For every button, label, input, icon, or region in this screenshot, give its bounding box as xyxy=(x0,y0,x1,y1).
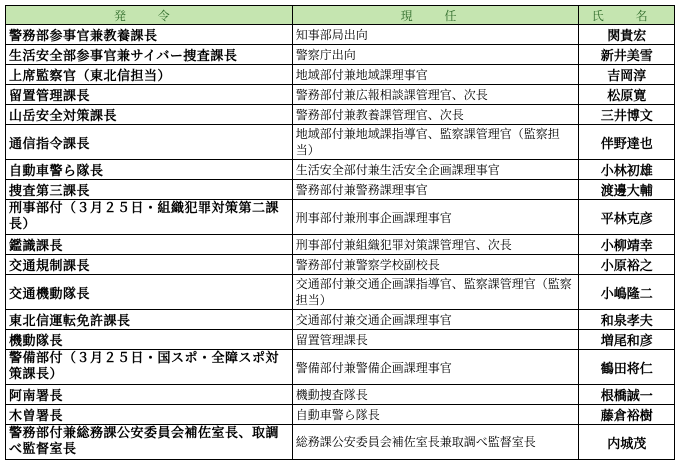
table-row xyxy=(6,350,675,385)
cell-genninn[interactable]: 機動捜査隊長 xyxy=(292,385,579,405)
cell-hatsurei[interactable]: 通信指令課長 xyxy=(6,125,293,160)
cell-hatsurei[interactable]: 警務部付兼総務課公安委員会補佐室長、取調べ監督室長 xyxy=(6,425,293,460)
cell-shimei[interactable]: 小林初雄 xyxy=(579,160,675,180)
cell-shimei[interactable]: 伴野達也 xyxy=(579,125,675,160)
cell-hatsurei[interactable]: 鑑識課長 xyxy=(6,235,293,255)
table-row xyxy=(6,385,675,405)
table-row xyxy=(6,405,675,425)
cell-shimei[interactable]: 和泉孝夫 xyxy=(579,310,675,330)
cell-hatsurei[interactable]: 上席監察官（東北信担当） xyxy=(6,65,293,85)
header-genninn[interactable]: 現 任 xyxy=(292,6,579,25)
cell-genninn[interactable]: 警務部付兼警察学校副校長 xyxy=(292,255,579,275)
table-row xyxy=(6,45,675,65)
cell-genninn[interactable]: 自動車警ら隊長 xyxy=(292,405,579,425)
cell-genninn[interactable]: 地域部付兼地域課指導官、監察課管理官（監察担当） xyxy=(292,125,579,160)
cell-hatsurei[interactable]: 山岳安全対策課長 xyxy=(6,105,293,125)
cell-genninn[interactable]: 刑事部付兼刑事企画課理事官 xyxy=(292,200,579,235)
cell-shimei[interactable]: 吉岡淳 xyxy=(579,65,675,85)
cell-shimei[interactable]: 内城茂 xyxy=(579,425,675,460)
cell-genninn[interactable]: 知事部局出向 xyxy=(292,25,579,45)
cell-shimei[interactable]: 三井博文 xyxy=(579,105,675,125)
cell-genninn[interactable]: 警備部付兼警備企画課理事官 xyxy=(292,350,579,385)
cell-shimei[interactable]: 藤倉裕樹 xyxy=(579,405,675,425)
table-row xyxy=(6,330,675,350)
cell-genninn[interactable]: 交通部付兼交通企画課指導官、監察課管理官（監察担当） xyxy=(292,275,579,310)
cell-shimei[interactable]: 増尾和彦 xyxy=(579,330,675,350)
cell-genninn[interactable]: 生活安全部付兼生活安全企画課理事官 xyxy=(292,160,579,180)
table-row xyxy=(6,85,675,105)
header-hatsurei[interactable]: 発 令 xyxy=(6,6,293,25)
cell-shimei[interactable]: 関貴宏 xyxy=(579,25,675,45)
cell-genninn[interactable]: 刑事部付兼組織犯罪対策課管理官、次長 xyxy=(292,235,579,255)
cell-genninn[interactable]: 交通部付兼交通企画課理事官 xyxy=(292,310,579,330)
cell-genninn[interactable]: 地域部付兼地域課理事官 xyxy=(292,65,579,85)
cell-genninn[interactable]: 警務部付兼警務課理事官 xyxy=(292,180,579,200)
cell-hatsurei[interactable]: 東北信運転免許課長 xyxy=(6,310,293,330)
cell-hatsurei[interactable]: 交通機動隊長 xyxy=(6,275,293,310)
cell-hatsurei[interactable]: 交通規制課長 xyxy=(6,255,293,275)
table-row xyxy=(6,160,675,180)
cell-hatsurei[interactable]: 捜査第三課長 xyxy=(6,180,293,200)
cell-shimei[interactable]: 鶴田将仁 xyxy=(579,350,675,385)
cell-hatsurei[interactable]: 生活安全部参事官兼サイバー捜査課長 xyxy=(6,45,293,65)
table-row xyxy=(6,200,675,235)
cell-hatsurei[interactable]: 刑事部付（３月２５日・組織犯罪対策第二課長） xyxy=(6,200,293,235)
table-row xyxy=(6,235,675,255)
cell-shimei[interactable]: 小原裕之 xyxy=(579,255,675,275)
cell-genninn[interactable]: 警察庁出向 xyxy=(292,45,579,65)
table-row xyxy=(6,310,675,330)
cell-hatsurei[interactable]: 警備部付（３月２５日・国スポ・全障スポ対策課長） xyxy=(6,350,293,385)
cell-shimei[interactable]: 平林克彦 xyxy=(579,200,675,235)
cell-shimei[interactable]: 渡邊大輔 xyxy=(579,180,675,200)
personnel-table xyxy=(5,5,675,460)
table-row xyxy=(6,180,675,200)
cell-genninn[interactable]: 総務課公安委員会補佐室長兼取調べ監督室長 xyxy=(292,425,579,460)
header-row xyxy=(6,6,675,25)
cell-shimei[interactable]: 小嶋隆二 xyxy=(579,275,675,310)
cell-shimei[interactable]: 新井美雪 xyxy=(579,45,675,65)
table-row xyxy=(6,105,675,125)
cell-hatsurei[interactable]: 警務部参事官兼教養課長 xyxy=(6,25,293,45)
header-shimei[interactable]: 氏 名 xyxy=(579,6,675,25)
table-row xyxy=(6,125,675,160)
cell-shimei[interactable]: 根橋誠一 xyxy=(579,385,675,405)
table-row xyxy=(6,255,675,275)
table-row xyxy=(6,25,675,45)
cell-hatsurei[interactable]: 自動車警ら隊長 xyxy=(6,160,293,180)
cell-hatsurei[interactable]: 留置管理課長 xyxy=(6,85,293,105)
cell-shimei[interactable]: 松原寛 xyxy=(579,85,675,105)
cell-genninn[interactable]: 警務部付兼教養課管理官、次長 xyxy=(292,105,579,125)
cell-shimei[interactable]: 小柳靖幸 xyxy=(579,235,675,255)
cell-hatsurei[interactable]: 阿南署長 xyxy=(6,385,293,405)
table-row xyxy=(6,275,675,310)
cell-genninn[interactable]: 警務部付兼広報相談課管理官、次長 xyxy=(292,85,579,105)
cell-hatsurei[interactable]: 機動隊長 xyxy=(6,330,293,350)
cell-hatsurei[interactable]: 木曽署長 xyxy=(6,405,293,425)
table-row xyxy=(6,65,675,85)
cell-genninn[interactable]: 留置管理課長 xyxy=(292,330,579,350)
table-row xyxy=(6,425,675,460)
